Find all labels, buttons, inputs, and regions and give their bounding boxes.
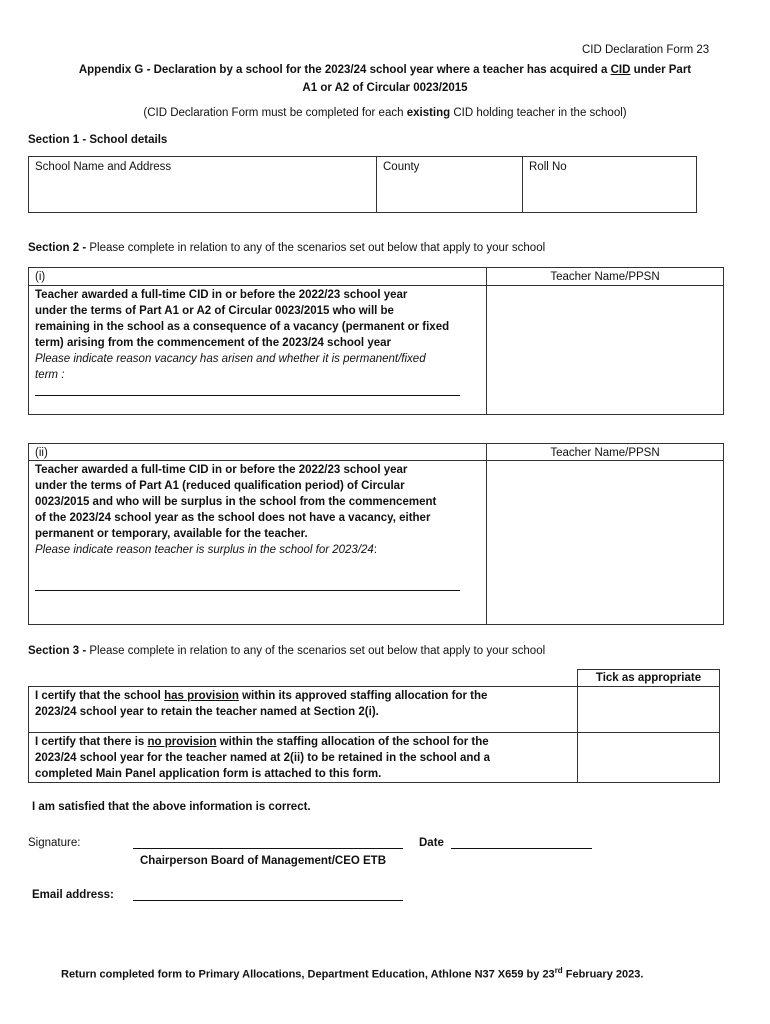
scenario-i-line-3: remaining in the school as a consequence of a vacancy (permanent or fixed [35, 321, 450, 333]
satisfied-statement: I am satisfied that the above information is correct. [32, 801, 311, 813]
signature-label: Signature: [28, 837, 81, 849]
date-field[interactable] [451, 836, 592, 849]
email-label: Email address: [32, 889, 114, 901]
scenario-i-label: (i) [35, 271, 46, 283]
scenario-ii-reason [35, 542, 377, 558]
footer-note [61, 966, 643, 981]
scenario-ii-reason-blank[interactable] [35, 578, 460, 591]
signature-field[interactable] [133, 836, 403, 849]
section3-heading-bold: Section 3 - [28, 645, 87, 657]
section3-heading-rest: Please complete in relation to any of the scenarios set out below that apply to your school [89, 645, 546, 657]
scenario-ii-line-5: permanent or temporary, available for the teacher. [35, 528, 308, 540]
instruction [40, 107, 730, 119]
scenario-i-col-header: Teacher Name/PPSN [550, 271, 660, 283]
scenario-ii-reason-text: Please indicate reason teacher is surplus in the school for 2023/24 [35, 544, 374, 556]
provision-underlined: has provision [164, 690, 239, 702]
no-provision-post: within the staffing allocation of the school for the [219, 736, 489, 748]
provision-line2: 2023/24 school year to retain the teacher named at Section 2(i). [35, 706, 379, 718]
provision-row [35, 688, 487, 704]
title-line2: A1 or A2 of Circular 0023/2015 [302, 82, 468, 94]
no-provision-underlined: no provision [147, 736, 217, 748]
school-name-field[interactable]: School Name and Address [35, 161, 172, 173]
footer-text: Return completed form to Primary Allocations, Department Education, Athlone N37 X659 by 23 [61, 968, 555, 981]
footer-sup: rd [554, 966, 563, 975]
email-field[interactable] [133, 888, 403, 901]
section2-heading-rest: Please complete in relation to any of the scenarios set out below that apply to your school [89, 242, 546, 254]
section2-heading-bold: Section 2 - [28, 242, 87, 254]
scenario-i-reason-line-2: term : [35, 369, 65, 381]
scenario-i-reason-line-1: Please indicate reason vacancy has arisen and whether it is permanent/fixed [35, 353, 426, 365]
county-field[interactable]: County [383, 161, 420, 173]
table-divider [522, 156, 523, 213]
scenario-ii-label: (ii) [35, 447, 48, 459]
instruction-pre: (CID Declaration Form must be completed for each [143, 107, 404, 119]
instruction-post: CID holding teacher in the school) [453, 107, 627, 119]
scenario-i-line-1: Teacher awarded a full-time CID in or before the 2022/23 school year [35, 289, 408, 301]
title-part1: Appendix G - Declaration by a school for the 2023/24 school year where a teacher has acquired a [78, 64, 608, 76]
scenario-i-teacher-field[interactable] [487, 286, 723, 414]
chairperson-caption: Chairperson Board of Management/CEO ETB [140, 855, 387, 867]
scenario-ii-col-header: Teacher Name/PPSN [550, 447, 660, 459]
form-code: CID Declaration Form 23 [582, 44, 710, 56]
footer-end: February 2023. [565, 968, 644, 981]
no-provision-tick-box[interactable] [578, 733, 719, 782]
roll-no-field[interactable]: Roll No [529, 161, 567, 173]
instruction-bold: existing [406, 107, 451, 119]
scenario-ii-teacher-field[interactable] [487, 461, 723, 624]
scenario-i-line-4: term) arising from the commencement of the 2023/24 school year [35, 337, 391, 349]
no-provision-pre: I certify that there is [35, 736, 145, 748]
scenario-ii-line-3: 0023/2015 and who will be surplus in the school from the commencement [35, 496, 437, 508]
table-divider [376, 156, 377, 213]
provision-tick-box[interactable] [578, 687, 719, 731]
no-provision-line3: completed Main Panel application form is attached to this form. [35, 768, 382, 780]
date-label: Date [419, 837, 444, 849]
section2-heading [28, 242, 545, 254]
scenario-ii-reason-colon: : [373, 544, 378, 556]
title-part2: under Part [633, 64, 692, 76]
page-title [40, 61, 730, 97]
scenario-i-reason-blank[interactable] [35, 383, 460, 396]
scenario-ii-line-4: of the 2023/24 school year as the school does not have a vacancy, either [35, 512, 431, 524]
provision-pre: I certify that the school [35, 690, 161, 702]
no-provision-line2: 2023/24 school year for the teacher named at 2(ii) to be retained in the school and a [35, 752, 491, 764]
scenario-ii-line-1: Teacher awarded a full-time CID in or before the 2022/23 school year [35, 464, 408, 476]
title-cid: CID [610, 64, 631, 76]
tick-header: Tick as appropriate [595, 672, 702, 684]
section3-heading [28, 645, 545, 657]
no-provision-row [35, 734, 489, 750]
scenario-ii-line-2: under the terms of Part A1 (reduced qualification period) of Circular [35, 480, 405, 492]
section1-heading: Section 1 - School details [28, 134, 168, 146]
scenario-i-line-2: under the terms of Part A1 or A2 of Circular 0023/2015 who will be [35, 305, 394, 317]
provision-post: within its approved staffing allocation for the [242, 690, 488, 702]
